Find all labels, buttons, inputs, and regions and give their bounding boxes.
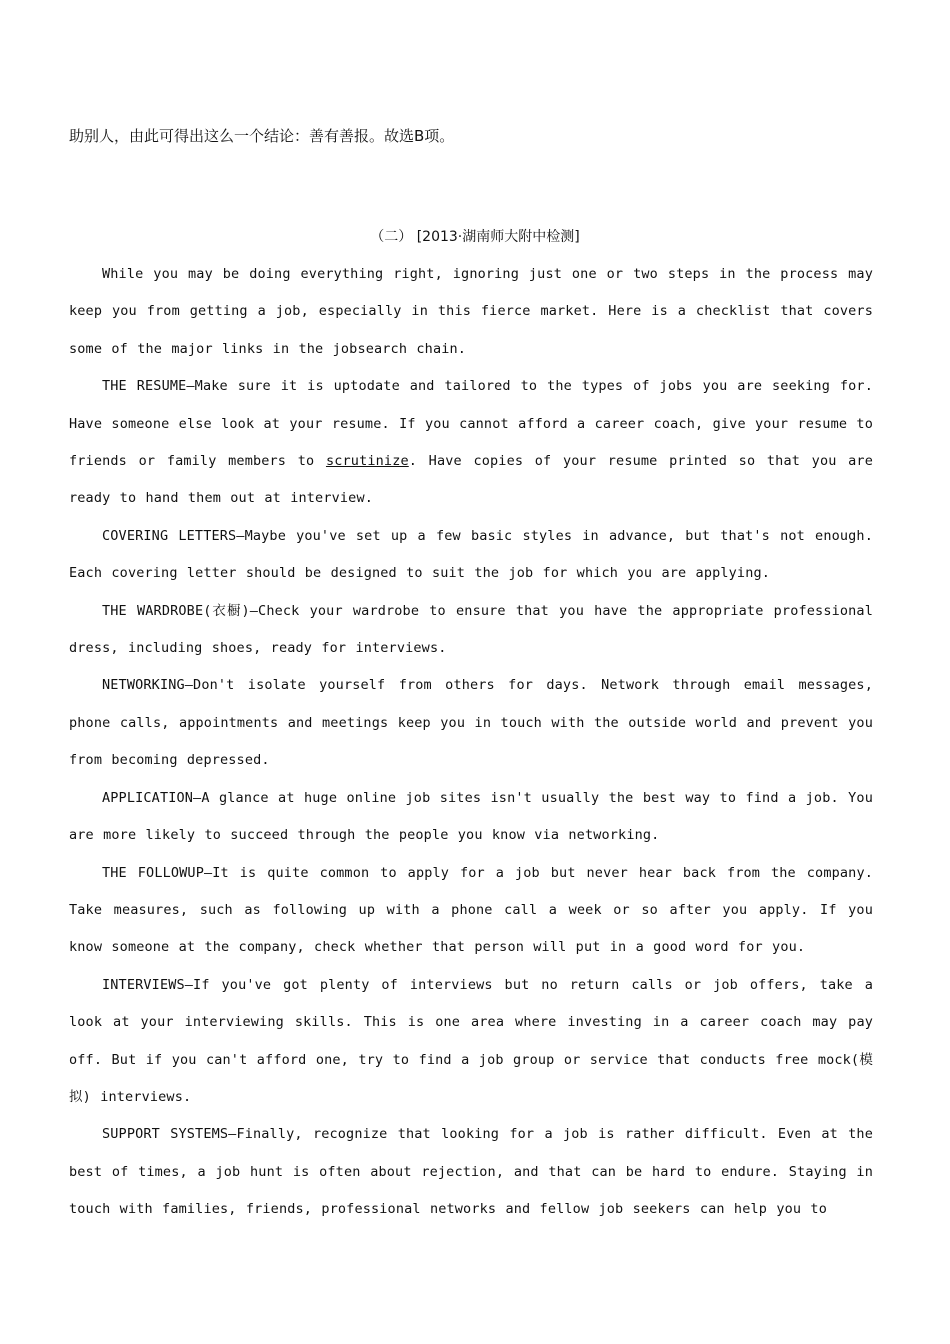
paragraph-networking: NETWORKING—Don't isolate yourself from others for days. Network through email messages, phone calls, appointments and meetings keep you in touch with the outside world and prevent you from becoming depressed. — [69, 677, 873, 769]
paragraph-covering-letters: COVERING LETTERS—Maybe you've set up a few basic styles in advance, but that's not enough. Each covering letter should be designed to suit the job for which you are applying. — [69, 527, 873, 582]
paragraph-interviews: INTERVIEWS—If you've got plenty of interviews but no return calls or job offers, take a look at your interviewing skills. This is one area where investing in a career coach may pay off. But if you can't afford one, try to find a job group or service that conducts free mock(模拟) interviews. — [69, 976, 873, 1105]
paragraph-resume-text-2: . Have copies of your resume printed so that you are ready to hand them out at interview. — [69, 453, 873, 507]
paragraph-resume-text-1: THE RESUME—Make sure it is uptodate and tailored to the types of jobs you are seeking for. Have someone else look at your resume. If you cannot afford a career coach, give your resume to friends or family members to — [69, 378, 873, 470]
previous-answer-explanation: 助别人，由此可得出这么一个结论：善有善报。故选B项。 — [69, 127, 455, 145]
paragraph-intro: While you may be doing everything right, ignoring just one or two steps in the process may keep you from getting a job, especially in this fierce market. Here is a checklist that covers some of the major links in the jobsearch chain. — [69, 266, 873, 357]
paragraph-application: APPLICATION—A glance at huge online job sites isn't usually the best way to find a job. You are more likely to succeed through the people you know via networking. — [69, 789, 873, 844]
paragraph-wardrobe: THE WARDROBE(衣橱)—Check your wardrobe to ensure that you have the appropriate professional dress, including shoes, ready for interviews. — [69, 602, 873, 657]
paragraph-support-systems: SUPPORT SYSTEMS—Finally, recognize that looking for a job is rather difficult. Even at the best of times, a job hunt is often about rejection, and that can be hard to endure. Staying in touch with families, friends, professional networks and fellow job seekers can help you to — [69, 1126, 873, 1218]
paragraph-followup: THE FOLLOWUP—It is quite common to apply for a job but never hear back from the company. Take measures, such as following up with a phone call a week or so after you apply. If you know someone at the company, check whether that person will put in a good word for you. — [69, 864, 873, 956]
paragraph-resume — [69, 368, 873, 518]
section-title: （二） [2013·湖南师大附中检测] — [370, 229, 580, 245]
passage-body — [69, 256, 873, 1229]
underlined-word-scrutinize: scrutinize — [325, 453, 409, 470]
